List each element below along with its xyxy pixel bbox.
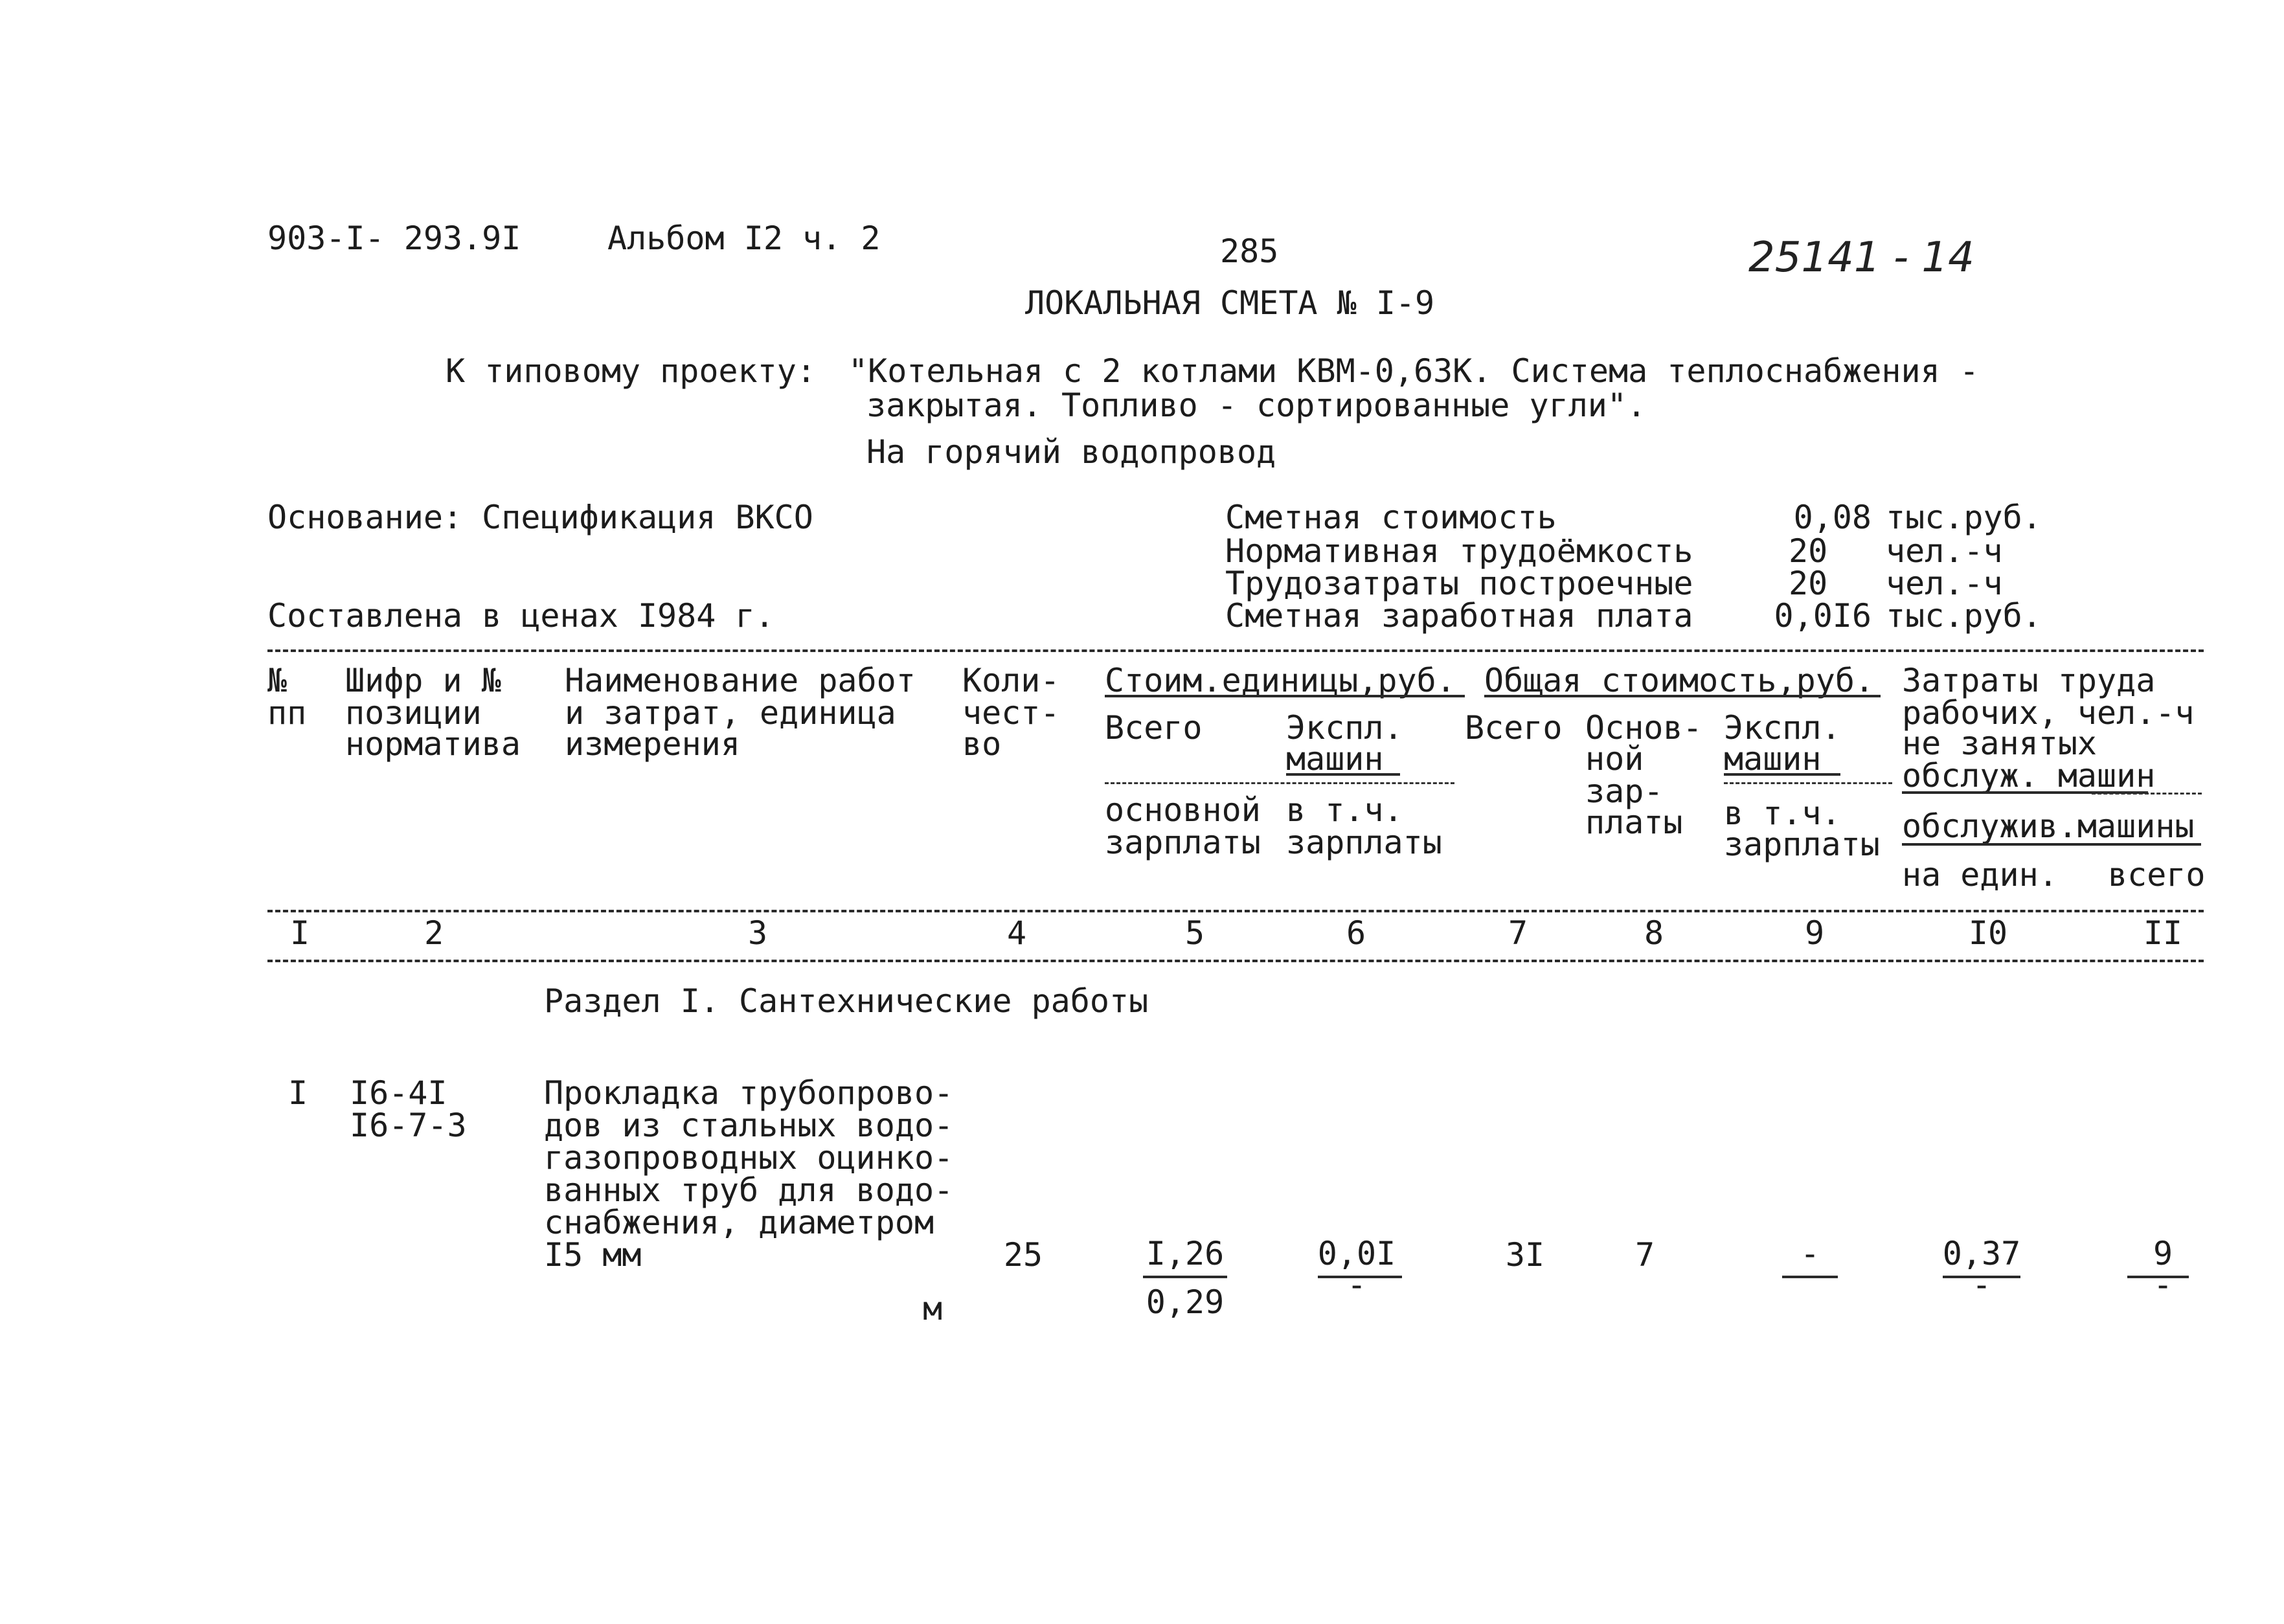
labor-divider (2092, 793, 2202, 795)
row-qty: 25 (1003, 1236, 1043, 1274)
row-code: I6-7-3 (350, 1107, 467, 1144)
row-total-mach: - (1800, 1235, 1820, 1272)
col8-header: платы (1585, 804, 1683, 841)
row-name-line: I5 мм (544, 1236, 642, 1274)
table-top-rule (267, 649, 2204, 652)
col6-header: машин (1286, 740, 1384, 778)
col6-header-sub: в т.ч. (1286, 791, 1403, 829)
unit-cost-group-rule (1105, 695, 1465, 697)
labor-sub-rule (1902, 843, 2201, 846)
total-cost-group-rule (1484, 695, 1881, 697)
col-name-header: измерения (565, 725, 740, 763)
col5-header-sub: основной (1105, 791, 1261, 829)
col5-6-divider (1105, 782, 1454, 784)
project-line-3: На горячий водопровод (866, 433, 1276, 471)
col6-header-sub: зарплаты (1286, 824, 1442, 861)
row-total: 3I (1505, 1236, 1545, 1274)
row-labor-unit: 0,37 (1942, 1235, 2021, 1272)
column-number: 9 (1804, 914, 1825, 952)
col8-header: ной (1585, 740, 1644, 778)
col9-rule (1724, 773, 1840, 776)
row-unit-mach-wage: - (1346, 1266, 1367, 1303)
labor-group-header: обслуж. машин (1902, 757, 2156, 795)
row-name-line: Прокладка трубопрово- (544, 1074, 954, 1112)
col9-header-sub: в т.ч. (1724, 795, 1841, 832)
summary-value: 0,0I6 (1774, 597, 1871, 635)
row-labor-unit-mach: - (1971, 1266, 1992, 1303)
column-number: 6 (1346, 914, 1366, 952)
summary-label: Трудозатраты построечные (1225, 565, 1693, 602)
row-number: I (288, 1074, 308, 1112)
project-line-2: закрытая. Топливо - сортированные угли". (866, 387, 1647, 424)
column-number: 5 (1184, 914, 1205, 952)
column-number: 7 (1508, 914, 1528, 952)
column-number: 4 (1006, 914, 1027, 952)
price-basis: Составлена в ценах I984 г. (267, 597, 775, 635)
labor-group-header: Затраты труда (1902, 662, 2156, 699)
basis-label: Основание: Спецификация ВКСО (267, 499, 813, 536)
row-name-line: ванных труб для водо- (544, 1171, 954, 1209)
page-number: 285 (1220, 232, 1279, 270)
summary-unit: тыс.руб. (1886, 499, 2042, 536)
column-numbers-top-rule (267, 910, 2204, 912)
summary-value: 20 (1789, 532, 1828, 570)
summary-value: 0,08 (1793, 499, 1871, 536)
col-qty-header: Коли- (962, 662, 1060, 699)
labor-group-header: рабочих, чел.-ч (1902, 694, 2195, 732)
column-number: I0 (1968, 914, 2008, 952)
col6-rule (1286, 773, 1400, 776)
stamp-number: 25141 - 14 (1748, 234, 1974, 282)
row-name-line: снабжения, диаметром (544, 1204, 934, 1241)
project-line-1: "Котельная с 2 котлами КВМ-0,63К. Система теплоснабжения - (848, 352, 1979, 390)
col-name-header: и затрат, единица (565, 694, 896, 732)
col5-header: Всего (1105, 709, 1203, 747)
col10-header: на един. (1902, 856, 2058, 894)
col9-header: Экспл. (1724, 709, 1841, 747)
column-number: 8 (1644, 914, 1664, 952)
summary-unit: чел.-ч (1886, 532, 2003, 570)
fraction-bar (1143, 1276, 1227, 1278)
row-unit-total: I,26 (1146, 1235, 1225, 1272)
row-unit-mach: 0,0I (1317, 1235, 1396, 1272)
row-labor-total-mach: - (2153, 1266, 2173, 1303)
project-prefix: К типовому проекту: (446, 352, 816, 390)
row-total-wage: 7 (1634, 1236, 1655, 1274)
row-unit-wage: 0,29 (1146, 1283, 1225, 1321)
column-number: I (289, 914, 310, 952)
total-cost-group-header: Общая стоимость,руб. (1484, 662, 1875, 699)
page-title: ЛОКАЛЬНАЯ СМЕТА № I-9 (1025, 284, 1435, 322)
row-unit: м (923, 1290, 943, 1327)
col-code-header: позиции (345, 694, 482, 732)
col-num-header: пп (267, 694, 307, 732)
col-code-header: норматива (345, 725, 521, 763)
col-qty-header: чест- (962, 694, 1060, 732)
doc-code: 903-I- 293.9I (267, 220, 521, 257)
column-number: 3 (747, 914, 768, 952)
col7-header: Всего (1465, 709, 1563, 747)
fraction-bar (1782, 1276, 1838, 1278)
col6-header: Экспл. (1286, 709, 1403, 747)
summary-value: 20 (1789, 565, 1828, 602)
column-numbers-bottom-rule (267, 960, 2204, 962)
column-number: 2 (424, 914, 444, 952)
summary-label: Нормативная трудоёмкость (1225, 532, 1693, 570)
col9-header-sub: зарплаты (1724, 826, 1880, 863)
labor-sub-header: обслужив.машины (1902, 807, 2195, 845)
col-code-header: Шифр и № (345, 662, 501, 699)
column-number: II (2143, 914, 2183, 952)
album-label: Альбом I2 ч. 2 (607, 220, 881, 257)
summary-unit: тыс.руб. (1886, 597, 2042, 635)
col9-divider (1724, 782, 1892, 784)
unit-cost-group-header: Стоим.единицы,руб. (1105, 662, 1456, 699)
col-name-header: Наименование работ (565, 662, 916, 699)
col5-header-sub: зарплаты (1105, 824, 1261, 861)
summary-label: Сметная заработная плата (1225, 597, 1693, 635)
col-qty-header: во (962, 725, 1002, 763)
col8-header: Основ- (1585, 709, 1702, 747)
row-code: I6-4I (350, 1074, 447, 1112)
row-name-line: дов из стальных водо- (544, 1107, 954, 1144)
col8-header: зар- (1585, 773, 1664, 810)
row-name-line: газопроводных оцинко- (544, 1139, 954, 1177)
summary-unit: чел.-ч (1886, 565, 2003, 602)
summary-label: Сметная стоимость (1225, 499, 1557, 536)
col-num-header: № (267, 662, 288, 699)
col11-header: всего (2108, 856, 2206, 894)
labor-group-header: не занятых (1902, 725, 2097, 762)
section-title: Раздел I. Сантехнические работы (544, 982, 1149, 1020)
col9-header: машин (1724, 740, 1822, 778)
row-labor-total: 9 (2153, 1235, 2173, 1272)
